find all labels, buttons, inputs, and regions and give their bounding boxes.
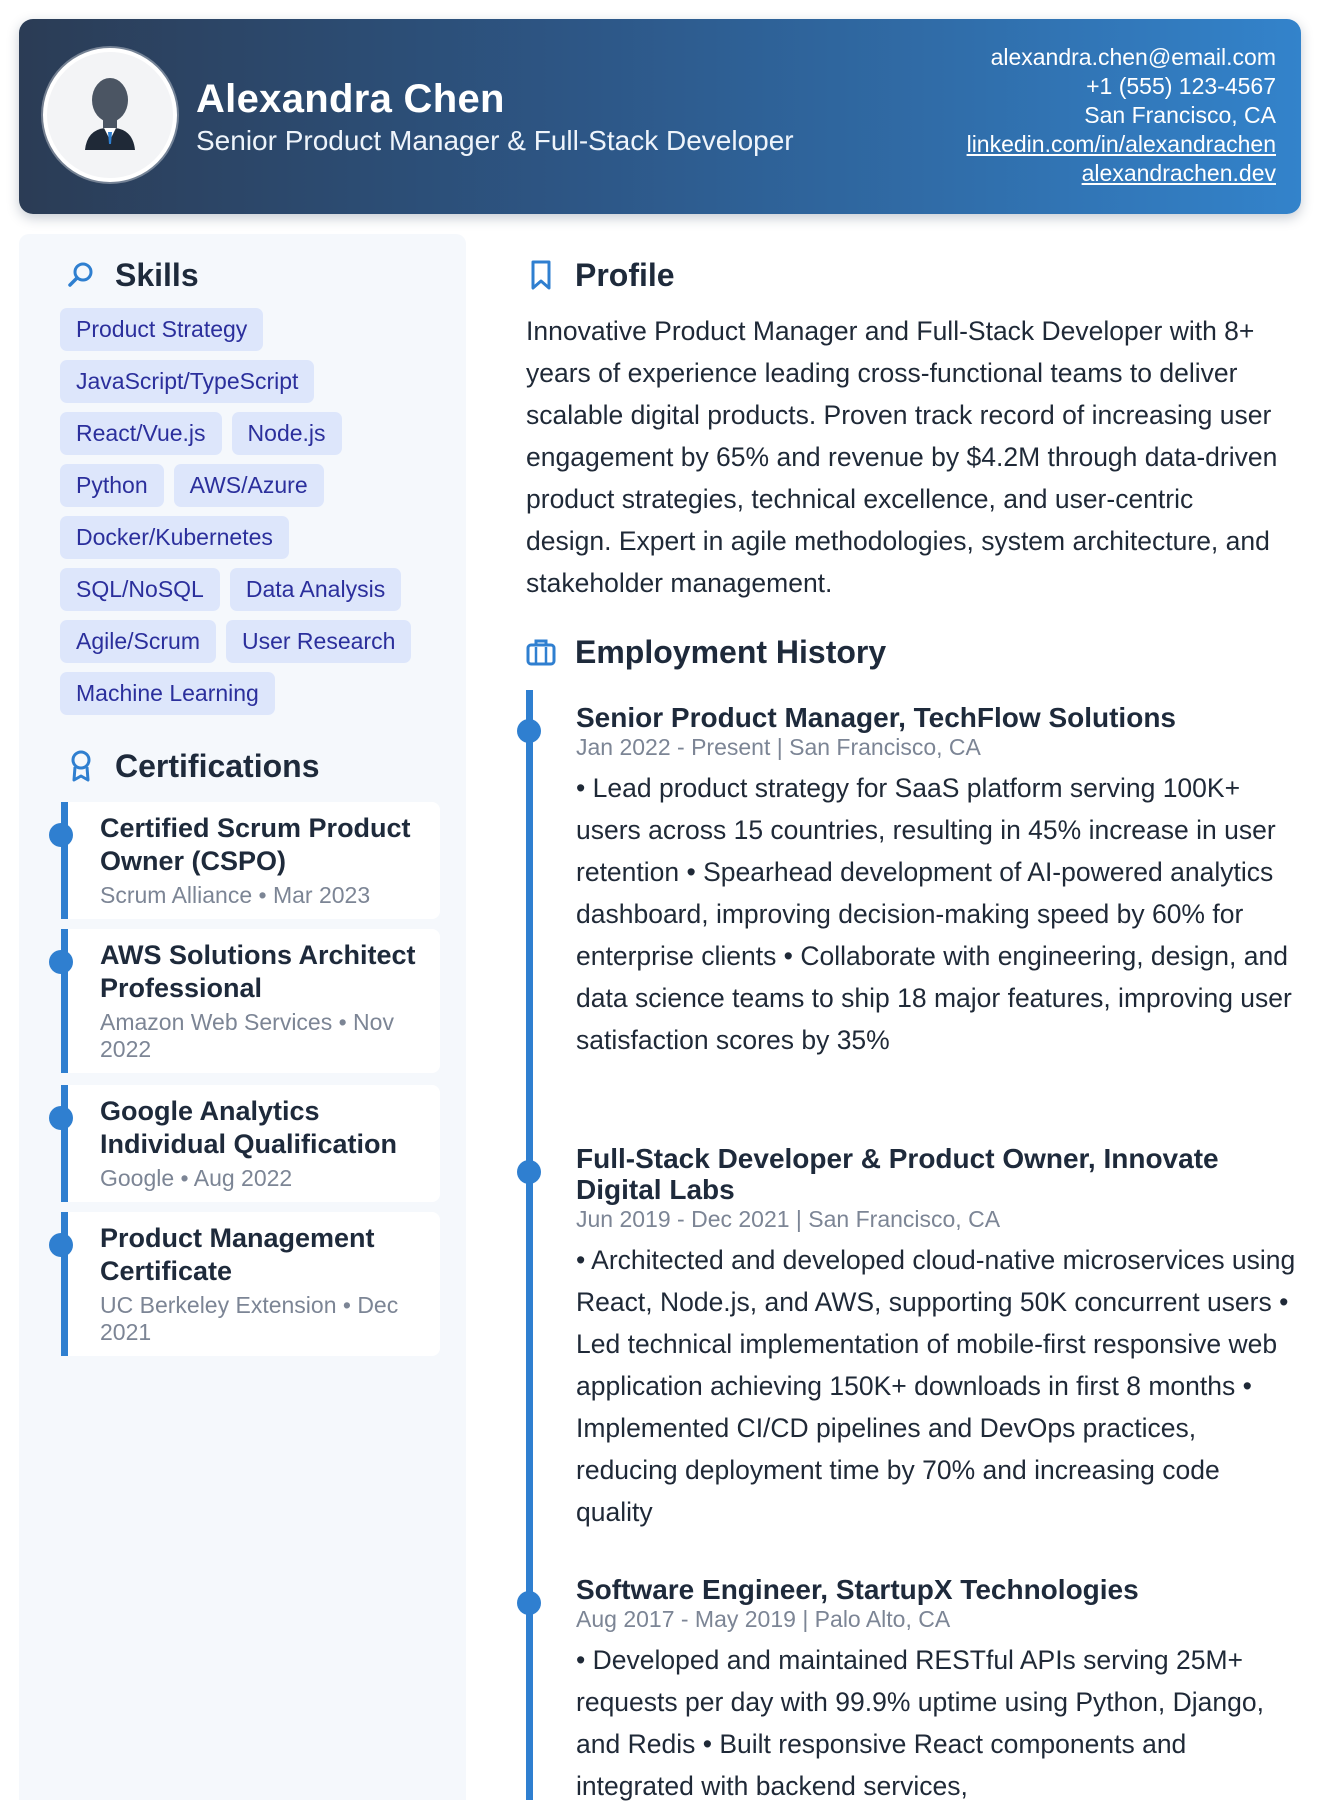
candidate-headline: Senior Product Manager & Full-Stack Developer [196,125,794,156]
certification-meta: Amazon Web Services • Nov 2022 [100,1009,394,1062]
timeline-dot [517,1160,541,1184]
job-description: • Architected and developed cloud-native microservices using React, Node.js, and AWS, supporting 50K concurrent users • Led technical implementation of mobile-first responsive web application achieving 150K+ downloads in first 8 months • Implemented CI/CD pipelines and DevOps practices, reducing deployment time by 70% and increasing code quality [576,1245,1296,1527]
skills-list [60,308,455,724]
certification-item [61,1212,440,1356]
certifications-heading [59,746,319,786]
timeline-dot [517,719,541,743]
profile-title: Profile [575,256,675,293]
profile-heading [519,255,675,295]
timeline-dot [49,950,73,974]
job-entry [576,702,1296,1061]
job-description: • Developed and maintained RESTful APIs serving 25M+ requests per day with 99.9% uptime using Python, Django, and Redis • Built responsive React components and integrated with backend services, [576,1645,1264,1801]
certification-meta: Google • Aug 2022 [100,1165,293,1191]
certification-item [61,1085,440,1202]
contact-location: San Francisco, CA [1084,102,1276,128]
certification-title: AWS Solutions Architect Professional [100,940,416,1003]
job-meta: Jan 2022 - Present | San Francisco, CA [576,734,981,760]
employment-title: Employment History [575,633,887,670]
skill-chip: AWS/Azure [174,464,324,507]
skills-heading [59,255,199,295]
linkedin-link[interactable]: linkedin.com/in/alexandrachen [966,131,1276,157]
sidebar [19,234,466,1800]
skill-chip: Node.js [232,412,342,455]
skill-chip: Product Strategy [60,308,263,351]
skill-chip: Data Analysis [230,568,401,611]
job-meta: Jun 2019 - Dec 2021 | San Francisco, CA [576,1206,1001,1232]
website-link[interactable]: alexandrachen.dev [1081,160,1276,186]
skill-chip: SQL/NoSQL [60,568,220,611]
certification-title: Certified Scrum Product Owner (CSPO) [100,813,411,876]
certification-title: Google Analytics Individual Qualification [100,1096,398,1159]
certification-title: Product Management Certificate [100,1223,375,1286]
employment-heading [519,632,886,672]
resume-header [19,19,1301,214]
timeline-dot [49,1106,73,1130]
contact-info [967,43,1276,188]
job-title: Senior Product Manager, TechFlow Solutions [576,702,1176,733]
skill-chip: Docker/Kubernetes [60,516,289,559]
certification-item [61,802,440,919]
bookmark-icon [519,255,563,295]
profile-summary: Innovative Product Manager and Full-Stack Developer with 8+ years of experience leading cross-functional teams to deliver scalable digital products. Proven track record of increasing user engagement by 65% and revenue by $4.2M through data-driven product strategies, technical excellence, and user-centric design. Expert in agile methodologies, system architecture, and stakeholder management. [526,316,1278,598]
job-meta: Aug 2017 - May 2019 | Palo Alto, CA [576,1606,951,1632]
job-title: Software Engineer, StartupX Technologies [576,1574,1139,1605]
award-icon [59,746,103,786]
contact-phone: +1 (555) 123-4567 [1086,73,1276,99]
skill-chip: Machine Learning [60,672,275,715]
job-entry [576,1143,1296,1533]
skill-chip: Python [60,464,164,507]
skill-chip: Agile/Scrum [60,620,216,663]
certification-item [61,929,440,1073]
timeline-dot [49,1233,73,1257]
magnifier-icon [59,255,103,295]
person-silhouette-icon [47,52,173,178]
job-entry [576,1574,1296,1807]
timeline-dot [517,1591,541,1615]
employment-timeline [526,690,533,1800]
job-title: Full-Stack Developer & Product Owner, Innovate Digital Labs [576,1143,1219,1205]
skills-title: Skills [115,256,199,293]
skill-chip: User Research [226,620,411,663]
candidate-name: Alexandra Chen [196,77,505,121]
certification-meta: UC Berkeley Extension • Dec 2021 [100,1292,399,1345]
skill-chip: JavaScript/TypeScript [60,360,314,403]
contact-email[interactable]: alexandra.chen@email.com [990,44,1276,70]
certifications-title: Certifications [115,747,320,784]
briefcase-icon [519,632,563,672]
timeline-dot [49,823,73,847]
avatar [43,48,177,182]
job-description: • Lead product strategy for SaaS platform serving 100K+ users across 15 countries, resulting in 45% increase in user retention • Spearhead development of AI-powered analytics dashboard, improving decision-making speed by 60% for enterprise clients • Collaborate with engineering, design, and data science teams to ship 18 major features, improving user satisfaction scores by 35% [576,773,1292,1055]
certification-meta: Scrum Alliance • Mar 2023 [100,882,371,908]
skill-chip: React/Vue.js [60,412,222,455]
